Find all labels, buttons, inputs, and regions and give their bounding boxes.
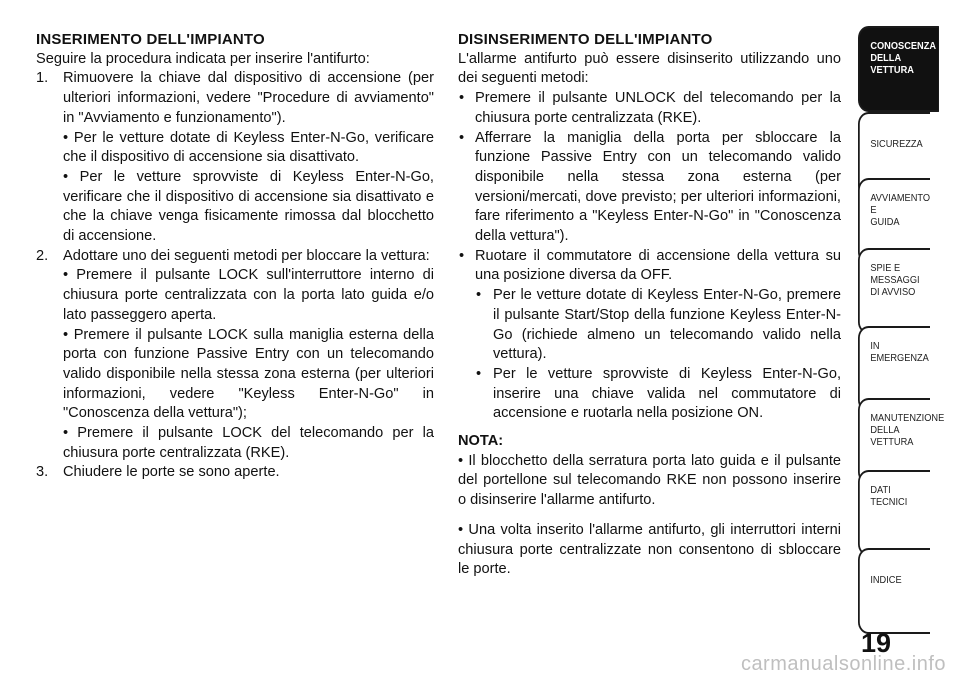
tab-label-line: CONOSCENZA (870, 40, 937, 52)
disarm-method-ignition: • Ruotare il commutatore di accensione della vettura su una posizione diversa da OFF. (458, 247, 841, 286)
tab-label-line: GUIDA (870, 216, 900, 228)
tab-label-line: DELLA (870, 424, 900, 436)
tab-label-line: TECNICI (870, 496, 908, 508)
disarm-method-rke: • Premere il pulsante UNLOCK del telecomando per la chiusura porte centralizzata (RKE). (458, 89, 841, 128)
arming-intro: Seguire la procedura indicata per inserire l'antifurto: (36, 50, 370, 67)
step-1-note-no-keyless: • Per le vetture sprovviste di Keyless Enter-N-Go, verificare che il dispositivo di accensione sia disattivato e che la chiave venga fisicamente rimossa dal blocchetto di accensione. (63, 168, 434, 245)
tab-label-line: IN (870, 340, 880, 352)
tab-label-line: DI AVVISO (870, 286, 916, 298)
left-column (36, 30, 434, 483)
tab-indice[interactable] (858, 548, 930, 634)
disarm-method-passive-entry: • Afferrare la maniglia della porta per sbloccare la funzione Passive Entry con un telecomando valido disponibile nella stessa zona esterna (per versioni/mercati, dove previsto; per ulteriori informazioni, fare riferimento a "Keyless Enter-N-Go" in "Conoscenza della vettura"). (458, 129, 841, 247)
step-2-method-passive-entry: • Premere il pulsante LOCK sulla maniglia esterna della porta con funzione Passive Entry con un telecomando valido disponibile nella stessa zona esterna (per ulteriori informazioni, vedere "Keyless Enter-N-Go" in "Conoscenza della vettura"); (63, 326, 434, 422)
tab-label-line: SICUREZZA (870, 138, 923, 150)
step-text: Rimuovere la chiave dal dispositivo di accensione (per ulteriori informazioni, vedere "Procedure di avviamento" in "Avviamento e funzionamento"). (63, 70, 434, 126)
chapter-tabs (858, 0, 960, 678)
tab-label-line: DATI (870, 484, 891, 496)
section-heading-arming: INSERIMENTO DELL'IMPIANTO (36, 31, 265, 48)
step-2 (36, 247, 434, 267)
tab-label-line: DELLA (870, 52, 902, 64)
tab-dati-tecnici[interactable] (858, 470, 930, 556)
tab-label-line: MESSAGGI (870, 274, 920, 286)
step-text: Chiudere le porte se sono aperte. (63, 464, 280, 481)
step-number: 1. (36, 70, 49, 87)
tab-label-line: VETTURA (870, 64, 914, 76)
page-number: 19 (860, 628, 892, 658)
right-column (458, 30, 841, 580)
tab-conoscenza-della-vettura[interactable] (858, 26, 939, 112)
step-number: 2. (36, 247, 49, 264)
note-label: NOTA: (458, 433, 504, 450)
step-3 (36, 463, 434, 483)
tab-label-line: EMERGENZA (870, 352, 929, 364)
section-heading-disarming: DISINSERIMENTO DELL'IMPIANTO (458, 31, 713, 48)
disarming-intro: L'allarme antifurto può essere disinserito utilizzando uno dei seguenti metodi: (458, 50, 841, 87)
step-number: 3. (36, 464, 49, 481)
tab-label-line: VETTURA (870, 436, 914, 448)
tab-label-line: SPIE E (870, 262, 901, 274)
watermark: carmanualsonline.info (740, 653, 946, 675)
ignition-note-keyless: • Per le vetture dotate di Keyless Enter-N-Go, premere il pulsante Start/Stop della funzione Keyless Enter-N-Go (richiede almeno un telecomando valido nella vettura). (458, 286, 841, 365)
note-paragraph-1: • Il blocchetto della serratura porta lato guida e il pulsante del portellone sul telecomando RKE non possono inserire o disinserire l'allarme antifurto. (458, 452, 841, 509)
step-2-method-rke: • Premere il pulsante LOCK del telecomando per la chiusura porte centralizzata (RKE). (63, 425, 434, 461)
tab-spie-e-messaggi[interactable] (858, 248, 930, 334)
ignition-note-no-keyless: • Per le vetture sprovviste di Keyless Enter-N-Go, inserire una chiave valida nel commutatore di accensione e ruotarla nella posizione ON. (458, 365, 841, 424)
tab-label-line: INDICE (870, 574, 902, 586)
tab-label-line: E (870, 204, 877, 216)
step-1 (36, 69, 434, 128)
note-paragraph-2: • Una volta inserito l'allarme antifurto, gli interruttori interni chiusura porte centralizzate non consentono di sbloccare le porte. (458, 521, 841, 578)
step-text: Adottare uno dei seguenti metodi per bloccare la vettura: (63, 247, 430, 264)
tab-label-line: AVVIAMENTO (870, 192, 931, 204)
step-1-note-keyless: • Per le vetture dotate di Keyless Enter-N-Go, verificare che il dispositivo di accensione sia disattivato. (63, 129, 434, 166)
step-2-method-interior-switch: • Premere il pulsante LOCK sull'interruttore interno di chiusura porte centralizzata con la porta lato guida e/o lato passeggero aperta. (63, 267, 434, 323)
tab-label-line: MANUTENZIONE (870, 412, 945, 424)
